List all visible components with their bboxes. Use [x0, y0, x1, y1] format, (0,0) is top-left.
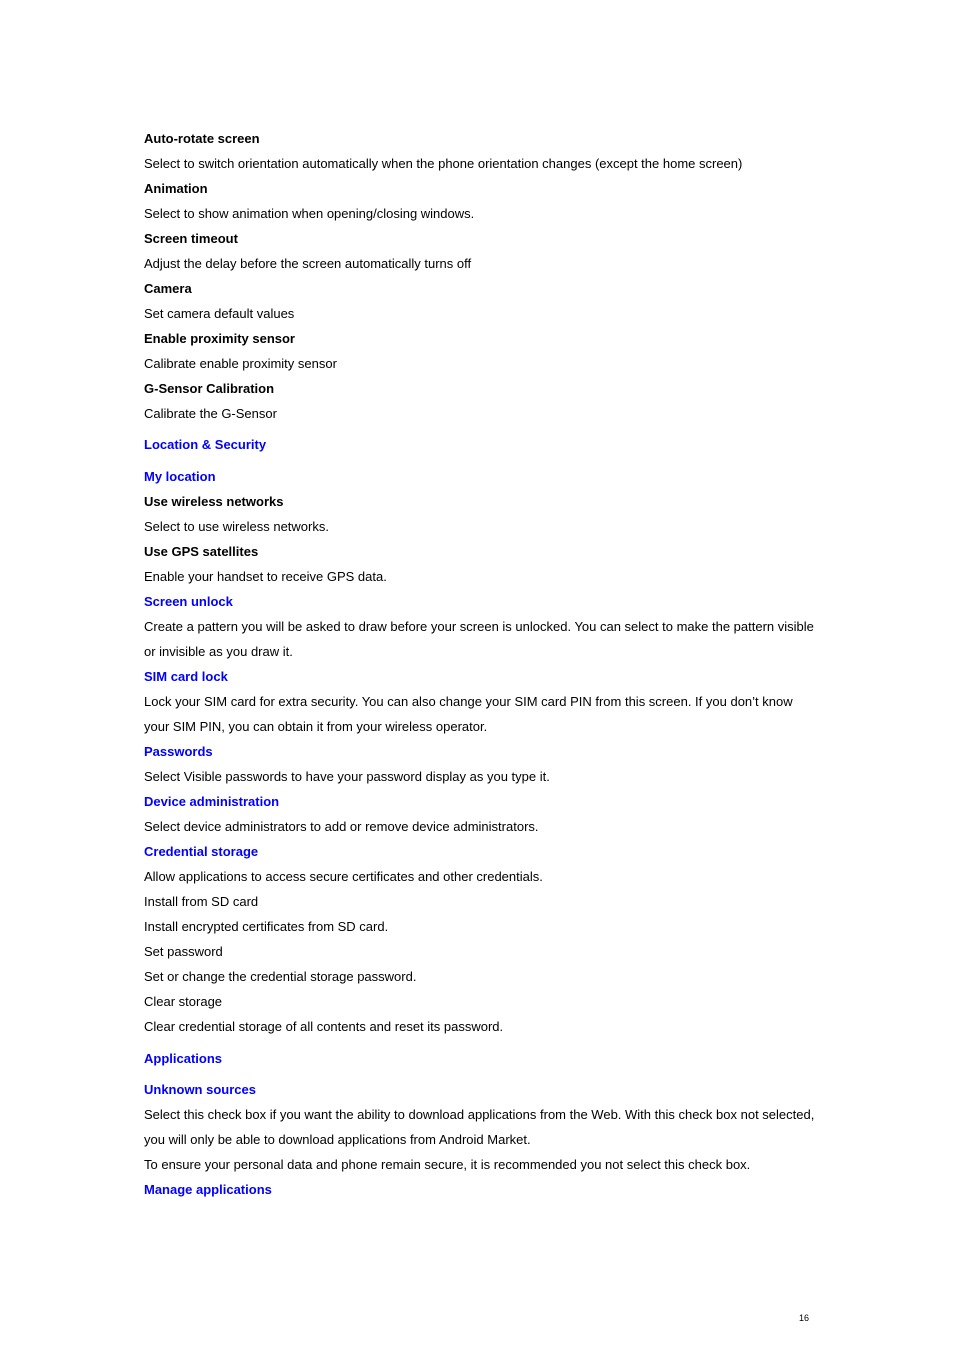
- gsensor-title: G-Sensor Calibration: [144, 381, 275, 396]
- install-sd-label: Install from SD card: [144, 894, 259, 909]
- set-password-label: Set password: [144, 944, 223, 959]
- proximity-title: Enable proximity sensor: [144, 331, 295, 346]
- install-sd-desc: Install encrypted certificates from SD card.: [144, 919, 389, 934]
- animation-title: Animation: [144, 181, 208, 196]
- passwords-heading: Passwords: [144, 744, 213, 759]
- device-admin-desc: Select device administrators to add or remove device administrators.: [144, 819, 539, 834]
- gps-desc: Enable your handset to receive GPS data.: [144, 569, 387, 584]
- wireless-desc: Select to use wireless networks.: [144, 519, 329, 534]
- auto-rotate-title: Auto-rotate screen: [144, 131, 260, 146]
- set-password-desc: Set or change the credential storage password.: [144, 969, 417, 984]
- manage-applications-heading: Manage applications: [144, 1182, 272, 1197]
- screen-unlock-desc-2: or invisible as you draw it.: [144, 644, 293, 659]
- applications-heading: Applications: [144, 1051, 223, 1066]
- camera-title: Camera: [144, 281, 192, 296]
- gsensor-desc: Calibrate the G-Sensor: [144, 406, 277, 421]
- clear-storage-desc: Clear credential storage of all contents and reset its password.: [144, 1019, 504, 1034]
- page-content: [144, 126, 824, 1202]
- wireless-title: Use wireless networks: [144, 494, 284, 509]
- screen-unlock-desc-1: Create a pattern you will be asked to draw before your screen is unlocked. You can select to make the pattern visible: [144, 619, 814, 634]
- gps-title: Use GPS satellites: [144, 544, 259, 559]
- page-number: 16: [799, 1313, 810, 1323]
- location-security-heading: Location & Security: [144, 437, 267, 452]
- my-location-heading: My location: [144, 469, 216, 484]
- camera-desc: Set camera default values: [144, 306, 295, 321]
- passwords-desc: Select Visible passwords to have your password display as you type it.: [144, 769, 550, 784]
- sim-lock-desc-2: your SIM PIN, you can obtain it from your wireless operator.: [144, 719, 488, 734]
- screen-timeout-desc: Adjust the delay before the screen automatically turns off: [144, 256, 472, 271]
- sim-lock-desc-1: Lock your SIM card for extra security. You can also change your SIM card PIN from this screen. If you don’t know: [144, 694, 793, 709]
- screen-timeout-title: Screen timeout: [144, 231, 238, 246]
- screen-unlock-heading: Screen unlock: [144, 594, 233, 609]
- unknown-sources-heading: Unknown sources: [144, 1082, 256, 1097]
- unknown-desc-3: To ensure your personal data and phone remain secure, it is recommended you not select this check box.: [144, 1157, 751, 1172]
- animation-desc: Select to show animation when opening/closing windows.: [144, 206, 475, 221]
- sim-lock-heading: SIM card lock: [144, 669, 228, 684]
- unknown-desc-2: you will only be able to download applications from Android Market.: [144, 1132, 531, 1147]
- auto-rotate-desc: Select to switch orientation automatically when the phone orientation changes (except the home screen): [144, 156, 743, 171]
- credential-desc: Allow applications to access secure certificates and other credentials.: [144, 869, 543, 884]
- credential-storage-heading: Credential storage: [144, 844, 259, 859]
- unknown-desc-1: Select this check box if you want the ability to download applications from the Web. With this check box not selected,: [144, 1107, 815, 1122]
- proximity-desc: Calibrate enable proximity sensor: [144, 356, 337, 371]
- device-admin-heading: Device administration: [144, 794, 280, 809]
- clear-storage-label: Clear storage: [144, 994, 223, 1009]
